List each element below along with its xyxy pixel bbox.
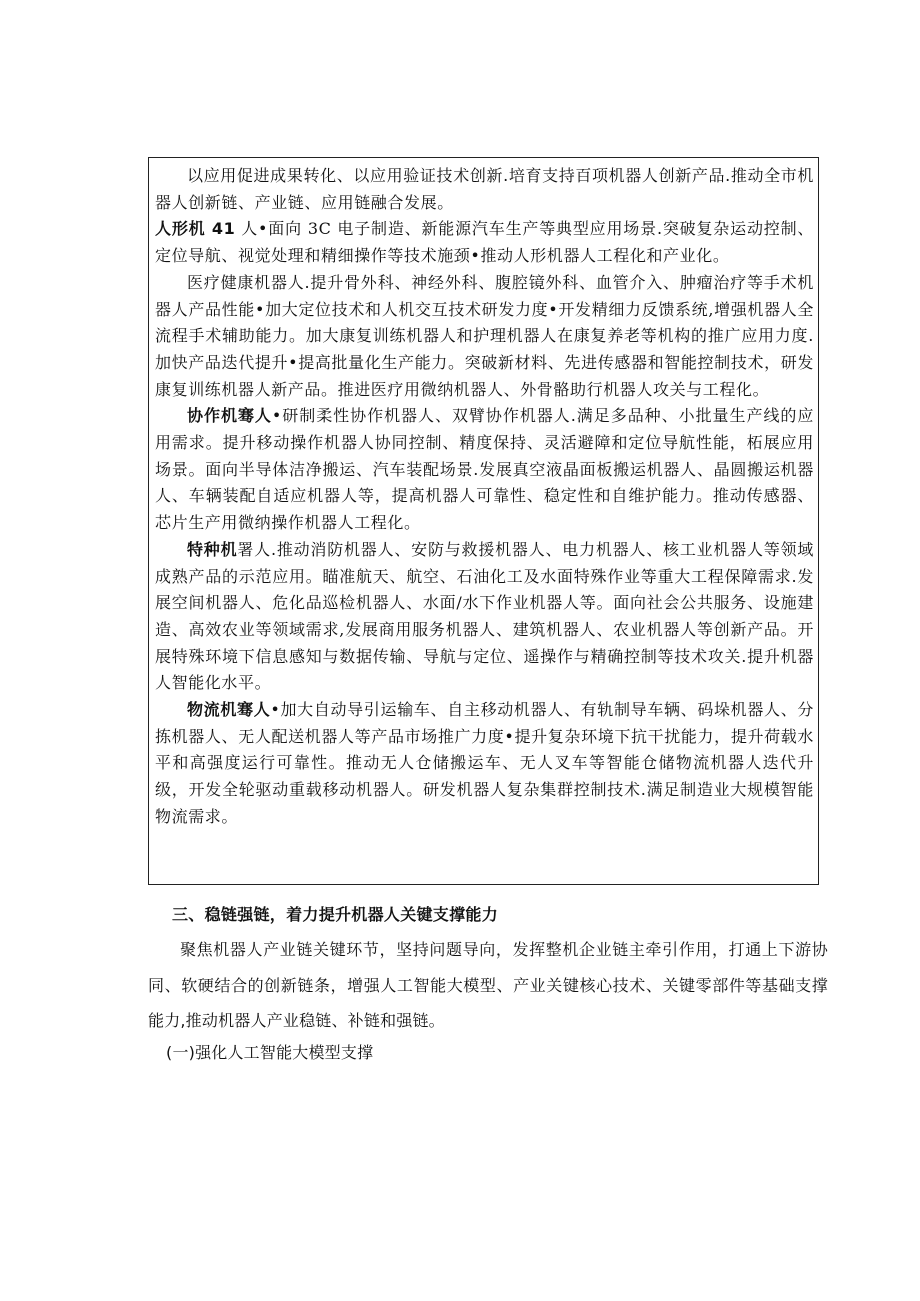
logistics-robot-heading: 物流机骞人 bbox=[187, 700, 271, 720]
bordered-text-box bbox=[148, 157, 819, 885]
paragraph-medical-robot: 医疗健康机器人.提升骨外科、神经外科、腹腔镜外科、血管介入、肿瘤治疗等手术机器人产品性能•加大定位技术和人机交互技术研发力度•开发精细力反馈系统,增强机器人全流程手术辅助能力。加大康复训练机器人和护理机器人在康复养老等机构的推广应用力度.加快产品迭代提升•提高批量化生产能力。突破新材料、先进传感器和智能控制技术，研发康复训练机器人新产品。推进医疗用微纳机器人、外骨骼助行机器人攻关与工程化。 bbox=[155, 272, 814, 399]
section-heading: 三、稳链强链，着力提升机器人关键支撑能力 bbox=[172, 905, 499, 924]
humanoid-robot-text: 人•面向 3C 电子制造、新能源汽车生产等典型应用场景.突破复杂运动控制、定位导航、视觉处理和精细操作等技术施颈•推动人形机器人工程化和产业化。 bbox=[155, 219, 815, 266]
special-robot-text: 署人.推动消防机器人、安防与救援机器人、电力机器人、核工业机器人等领域成熟产品的示范应用。瞄准航天、航空、石油化工及水面特殊作业等重大工程保障需求.发展空间机器人、危化品巡检机器人、水面/水下作业机器人等。面向社会公共服务、设施建造、高效农业等领域需求,发展商用服务机器人、建筑机器人、农业机器人等创新产品。开展特殊环境下信息感知与数据传输、导航与定位、遥操作与精确控制等技术攻关.提升机器人智能化水平。 bbox=[155, 539, 814, 693]
section-body-paragraph: 聚焦机器人产业链关键环节，坚持问题导向，发挥整机企业链主牵引作用，打通上下游协同、软硬结合的创新链条，增强人工智能大模型、产业关键核心技术、关键零部件等基础支撑能力,推动机器人产业稳链、补链和强链。 bbox=[148, 940, 828, 1030]
subsection-heading: (一)强化人工智能大模型支撑 bbox=[166, 1043, 374, 1062]
collaborative-robot-text: •研制柔性协作机器人、双臂协作机器人.满足多品种、小批量生产线的应用需求。提升移动操作机器人协同控制、精度保持、灵活避障和定位导航性能，柘展应用场景。面向半导体洁净搬运、汽车装配场景.发展真空液晶面板搬运机器人、晶圆搬运机器人、车辆装配自适应机器人等，提高机器人可靠性、稳定性和自维护能力。推动传感器、芯片生产用微纳操作机器人工程化。 bbox=[155, 406, 814, 533]
paragraph-application: 以应用促进成果转化、以应用验证技术创新.培育支持百项机器人创新产品.推动全市机器人创新链、产业链、应用链融合发展。 bbox=[155, 166, 814, 212]
paragraph-collaborative-robot bbox=[155, 403, 814, 537]
paragraph-logistics-robot bbox=[155, 697, 814, 831]
humanoid-robot-heading: 人形机 41 bbox=[155, 219, 236, 239]
paragraph-humanoid-robot bbox=[155, 216, 814, 269]
logistics-robot-text: •加大自动导引运输车、自主移动机器人、有轨制导车辆、码垛机器人、分拣机器人、无人配送机器人等产品市场推广力度•提升复杂环境下抗干扰能力，提升荷载水平和高强度运行可靠性。推动无人仓储搬运车、无人叉车等智能仓储物流机器人迭代升级，开发全轮驱动重载移动机器人。研发机器人复杂集群控制技术.满足制造业大规模智能物流需求。 bbox=[155, 700, 814, 826]
paragraph-special-robot bbox=[155, 537, 814, 697]
collaborative-robot-heading: 协作机骞人 bbox=[187, 406, 272, 426]
special-robot-heading: 特种机 bbox=[187, 539, 238, 559]
